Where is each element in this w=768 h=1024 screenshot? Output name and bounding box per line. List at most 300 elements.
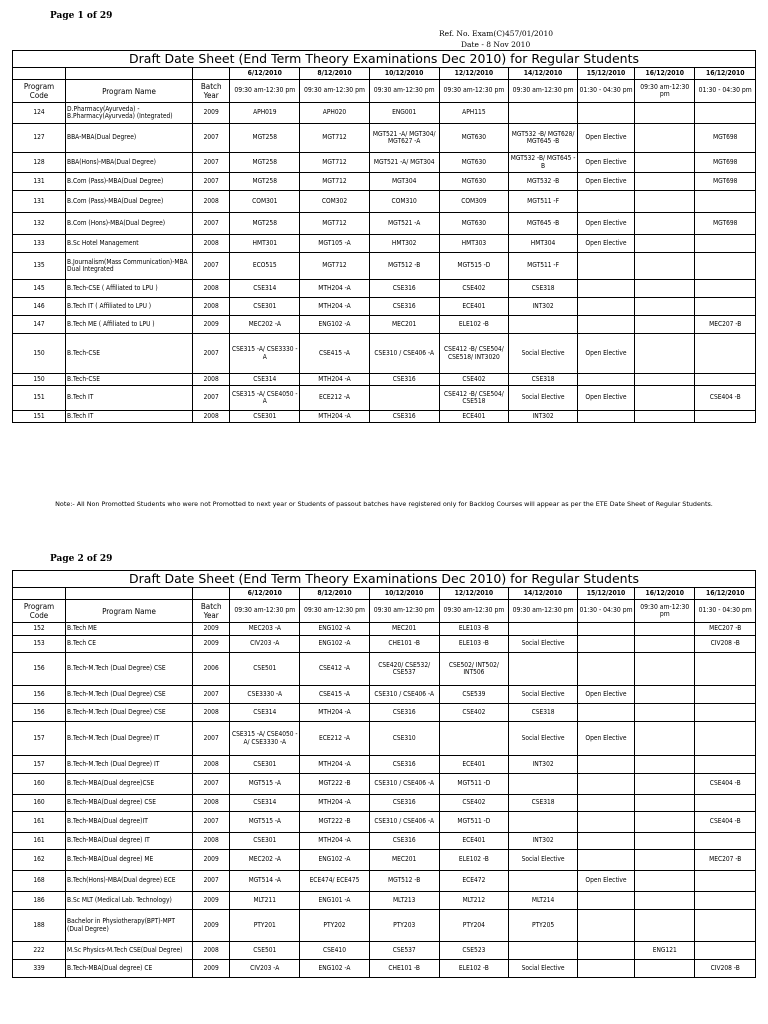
batch-year-cell: 2007 [192, 774, 229, 795]
program-name-cell: D.Pharmacy(Ayurveda) -B.Pharmacy(Ayurveda) (Integrated) [66, 103, 193, 124]
course-code-cell: CSE3330 -A [230, 686, 300, 704]
course-code-cell: ELE102 -B [439, 850, 509, 871]
course-code-cell: MEC202 -A [230, 316, 300, 334]
batch-year-cell: 2007 [192, 253, 229, 280]
course-code-cell [695, 191, 756, 213]
course-code-cell: ECE401 [439, 833, 509, 850]
program-name-cell: B.Tech-MBA(Dual degree) CE [66, 960, 193, 978]
time-slot: 09:30 am-12:30 pm [230, 80, 300, 103]
course-code-cell [577, 795, 634, 812]
program-code-cell: 339 [13, 960, 66, 978]
course-code-cell: ENG102 -A [300, 636, 370, 653]
program-code-cell: 150 [13, 374, 66, 386]
program-code-cell: 150 [13, 334, 66, 374]
course-code-cell: CSE314 [230, 795, 300, 812]
program-code-cell: 131 [13, 173, 66, 191]
course-code-cell [577, 960, 634, 978]
program-name-cell: B.Tech(Hons)-MBA(Dual degree) ECE [66, 871, 193, 892]
course-code-cell: PTY204 [439, 910, 509, 942]
course-code-cell: HMT303 [439, 235, 509, 253]
program-code-cell: 145 [13, 280, 66, 298]
course-code-cell: ECE212 -A [300, 722, 370, 756]
time-slot: 09:30 am-12:30 pm [509, 600, 578, 623]
exam-date: 8/12/2010 [300, 588, 370, 600]
program-name-cell: B.Com (Hons)-MBA(Dual Degree) [66, 213, 193, 235]
exam-date: 10/12/2010 [369, 68, 439, 80]
table-row [13, 756, 756, 774]
course-code-cell: CSE415 -A [300, 334, 370, 374]
course-code-cell [635, 411, 695, 423]
course-code-cell [509, 871, 578, 892]
sheet-title: Draft Date Sheet (End Term Theory Examinations Dec 2010) for Regular Students [13, 571, 756, 588]
course-code-cell [695, 910, 756, 942]
course-code-cell [695, 298, 756, 316]
course-code-cell: MGT515 -A [230, 812, 300, 833]
course-code-cell: CSE314 [230, 280, 300, 298]
course-code-cell [635, 756, 695, 774]
course-code-cell: MGT105 -A [300, 235, 370, 253]
page-number: Page 2 of 29 [50, 554, 113, 564]
program-code-cell: 161 [13, 833, 66, 850]
course-code-cell: ENG102 -A [300, 960, 370, 978]
course-code-cell: CSE316 [369, 298, 439, 316]
course-code-cell: MGT712 [300, 124, 370, 153]
program-name-cell: B.Tech-M.Tech (Dual Degree) CSE [66, 653, 193, 686]
course-code-cell: MGT630 [439, 124, 509, 153]
course-code-cell [635, 722, 695, 756]
course-code-cell [635, 213, 695, 235]
course-code-cell [577, 812, 634, 833]
course-code-cell: MEC201 [369, 316, 439, 334]
batch-year-cell: 2007 [192, 686, 229, 704]
course-code-cell: MTH204 -A [300, 795, 370, 812]
course-code-cell: CSE501 [230, 653, 300, 686]
course-code-cell: MGT512 -B [369, 871, 439, 892]
course-code-cell: CSE315 -A/ CSE4050 -A/ CSE3330 -A [230, 722, 300, 756]
course-code-cell: ELE102 -B [439, 960, 509, 978]
course-code-cell: Open Elective [577, 686, 634, 704]
header-row [13, 600, 756, 623]
course-code-cell: CSE301 [230, 411, 300, 423]
course-code-cell: MEC201 [369, 850, 439, 871]
course-code-cell: CSE318 [509, 374, 578, 386]
program-code-cell: 135 [13, 253, 66, 280]
course-code-cell: CSE539 [439, 686, 509, 704]
page-number: Page 1 of 29 [50, 11, 113, 21]
program-name-cell: B.Com (Pass)-MBA(Dual Degree) [66, 191, 193, 213]
course-code-cell: COM310 [369, 191, 439, 213]
course-code-cell [509, 103, 578, 124]
batch-year-cell: 2008 [192, 374, 229, 386]
course-code-cell: MGT258 [230, 153, 300, 173]
batch-year-cell: 2007 [192, 124, 229, 153]
table-row [13, 386, 756, 411]
course-code-cell: CSE314 [230, 704, 300, 722]
course-code-cell: Open Elective [577, 871, 634, 892]
program-code-cell: 131 [13, 191, 66, 213]
course-code-cell: MGT511 -F [509, 191, 578, 213]
course-code-cell: MLT213 [369, 892, 439, 910]
batch-year-cell: 2008 [192, 280, 229, 298]
table-row [13, 892, 756, 910]
exam-date: 16/12/2010 [635, 68, 695, 80]
course-code-cell: ELE102 -B [439, 316, 509, 334]
batch-year-cell: 2006 [192, 653, 229, 686]
course-code-cell [509, 316, 578, 334]
program-name-cell: B.Tech CE [66, 636, 193, 653]
course-code-cell [509, 623, 578, 636]
course-code-cell: MGT521 -A [369, 213, 439, 235]
batch-year-cell: 2007 [192, 812, 229, 833]
program-name-cell: B.Tech ME [66, 623, 193, 636]
exam-date: 8/12/2010 [300, 68, 370, 80]
course-code-cell [635, 833, 695, 850]
course-code-cell [635, 280, 695, 298]
batch-year-cell: 2008 [192, 795, 229, 812]
course-code-cell: MGT515 -D [439, 253, 509, 280]
course-code-cell [695, 722, 756, 756]
table-row [13, 653, 756, 686]
batch-year-cell: 2007 [192, 213, 229, 235]
course-code-cell: ENG121 [635, 942, 695, 960]
course-code-cell: APH019 [230, 103, 300, 124]
course-code-cell [577, 942, 634, 960]
exam-date: 16/12/2010 [695, 68, 756, 80]
course-code-cell [635, 850, 695, 871]
course-code-cell: Social Elective [509, 722, 578, 756]
exam-date: 10/12/2010 [369, 588, 439, 600]
time-slot: 09:30 am-12:30 pm [300, 80, 370, 103]
course-code-cell [695, 871, 756, 892]
table-row [13, 235, 756, 253]
table-row [13, 636, 756, 653]
course-code-cell: ENG001 [369, 103, 439, 124]
course-code-cell: CSE310 / CSE406 -A [369, 774, 439, 795]
course-code-cell [577, 756, 634, 774]
program-code-cell: 153 [13, 636, 66, 653]
batch-year-cell: 2009 [192, 623, 229, 636]
course-code-cell [577, 191, 634, 213]
batch-year-cell: 2008 [192, 704, 229, 722]
course-code-cell [695, 892, 756, 910]
table-row [13, 173, 756, 191]
batch-year-cell: 2008 [192, 411, 229, 423]
course-code-cell: CSE310 / CSE406 -A [369, 334, 439, 374]
course-code-cell: CSE318 [509, 795, 578, 812]
course-code-cell: MLT211 [230, 892, 300, 910]
sheet-title: Draft Date Sheet (End Term Theory Examinations Dec 2010) for Regular Students [13, 51, 756, 68]
course-code-cell: CHE101 -B [369, 636, 439, 653]
course-code-cell [635, 636, 695, 653]
course-code-cell: CSE316 [369, 795, 439, 812]
course-code-cell: CSE502/ INT502/ INT506 [439, 653, 509, 686]
program-code-cell: 127 [13, 124, 66, 153]
course-code-cell [577, 850, 634, 871]
time-slot: 09:30 am-12:30 pm [635, 80, 695, 103]
course-code-cell: CSE402 [439, 374, 509, 386]
program-name-cell: B.Tech-CSE [66, 334, 193, 374]
course-code-cell: CSE310 / CSE406 -A [369, 686, 439, 704]
exam-date: 16/12/2010 [635, 588, 695, 600]
course-code-cell: CSE318 [509, 704, 578, 722]
course-code-cell [509, 653, 578, 686]
program-code-cell: 157 [13, 756, 66, 774]
program-code-cell: 124 [13, 103, 66, 124]
course-code-cell [635, 191, 695, 213]
course-code-cell [635, 774, 695, 795]
course-code-cell: MGT521 -A/ MGT304 [369, 153, 439, 173]
table-body [13, 623, 756, 978]
course-code-cell: CSE315 -A/ CSE3330 -A [230, 334, 300, 374]
program-name-cell: BBA(Hons)-MBA(Dual Degree) [66, 153, 193, 173]
course-code-cell: ECE212 -A [300, 386, 370, 411]
course-code-cell: HMT304 [509, 235, 578, 253]
course-code-cell: CSE501 [230, 942, 300, 960]
course-code-cell: CSE523 [439, 942, 509, 960]
course-code-cell: MGT304 [369, 173, 439, 191]
exam-date: 12/12/2010 [439, 68, 509, 80]
course-code-cell: INT302 [509, 756, 578, 774]
table-row [13, 812, 756, 833]
course-code-cell: CSE404 -B [695, 386, 756, 411]
course-code-cell: CSE310 [369, 722, 439, 756]
course-code-cell: MGT515 -A [230, 774, 300, 795]
course-code-cell: MGT511 -D [439, 812, 509, 833]
course-code-cell: MGT630 [439, 213, 509, 235]
course-code-cell: ECE401 [439, 411, 509, 423]
course-code-cell [577, 411, 634, 423]
course-code-cell: CIV208 -B [695, 636, 756, 653]
course-code-cell [635, 686, 695, 704]
course-code-cell: MGT514 -A [230, 871, 300, 892]
course-code-cell [577, 298, 634, 316]
course-code-cell: ENG102 -A [300, 850, 370, 871]
course-code-cell: MTH204 -A [300, 374, 370, 386]
table-row [13, 795, 756, 812]
reference-block [439, 28, 553, 50]
batch-year-cell: 2007 [192, 871, 229, 892]
table-row [13, 910, 756, 942]
program-name-cell: BBA-MBA(Dual Degree) [66, 124, 193, 153]
program-code-cell: 156 [13, 686, 66, 704]
course-code-cell [695, 653, 756, 686]
table-row [13, 280, 756, 298]
course-code-cell [695, 756, 756, 774]
course-code-cell [635, 153, 695, 173]
course-code-cell: CSE410 [300, 942, 370, 960]
course-code-cell [577, 653, 634, 686]
reference-number: Ref. No. Exam(C)457/01/2010 [439, 29, 553, 38]
course-code-cell [695, 411, 756, 423]
program-code-cell: 133 [13, 235, 66, 253]
course-code-cell [635, 334, 695, 374]
program-code-cell: 160 [13, 795, 66, 812]
course-code-cell [635, 253, 695, 280]
batch-year-cell: 2009 [192, 636, 229, 653]
time-slot: 09:30 am-12:30 pm [230, 600, 300, 623]
program-name-cell: B.Tech-M.Tech (Dual Degree) CSE [66, 704, 193, 722]
table-row [13, 722, 756, 756]
course-code-cell: MGT630 [439, 153, 509, 173]
course-code-cell: ELE103 -B [439, 623, 509, 636]
table-row [13, 334, 756, 374]
course-code-cell: MGT698 [695, 153, 756, 173]
course-code-cell [369, 386, 439, 411]
table-row [13, 411, 756, 423]
course-code-cell: Social Elective [509, 686, 578, 704]
course-code-cell: CSE316 [369, 280, 439, 298]
course-code-cell: MGT712 [300, 213, 370, 235]
program-name-cell: B.Tech-CSE [66, 374, 193, 386]
program-name-cell: M.Sc Physics-M.Tech CSE(Dual Degree) [66, 942, 193, 960]
course-code-cell: Open Elective [577, 124, 634, 153]
course-code-cell: ECE401 [439, 756, 509, 774]
batch-year-cell: 2009 [192, 892, 229, 910]
course-code-cell [695, 942, 756, 960]
course-code-cell: MGT258 [230, 124, 300, 153]
program-name-cell: B.Tech IT [66, 411, 193, 423]
course-code-cell [695, 374, 756, 386]
date-sheet-table [12, 570, 756, 978]
course-code-cell: MTH204 -A [300, 833, 370, 850]
time-slot: 09:30 am-12:30 pm [369, 80, 439, 103]
course-code-cell: MGT511 -D [439, 774, 509, 795]
course-code-cell [439, 722, 509, 756]
course-code-cell: MGT698 [695, 173, 756, 191]
course-code-cell: Open Elective [577, 334, 634, 374]
course-code-cell: MTH204 -A [300, 756, 370, 774]
course-code-cell: CSE301 [230, 298, 300, 316]
course-code-cell [695, 103, 756, 124]
batch-year-cell: 2009 [192, 850, 229, 871]
course-code-cell [577, 636, 634, 653]
course-code-cell: CSE404 -B [695, 812, 756, 833]
batch-year-cell: 2007 [192, 386, 229, 411]
course-code-cell [509, 942, 578, 960]
course-code-cell: Social Elective [509, 386, 578, 411]
course-code-cell: ECE401 [439, 298, 509, 316]
batch-year-cell: 2009 [192, 103, 229, 124]
table-row [13, 774, 756, 795]
exam-date: 15/12/2010 [577, 588, 634, 600]
course-code-cell: CIV203 -A [230, 960, 300, 978]
course-code-cell: MTH204 -A [300, 298, 370, 316]
course-code-cell [635, 812, 695, 833]
course-code-cell: MEC203 -A [230, 623, 300, 636]
time-slot: 09:30 am-12:30 pm [439, 600, 509, 623]
table-row [13, 960, 756, 978]
batch-year-cell: 2009 [192, 910, 229, 942]
time-slot: 09:30 am-12:30 pm [300, 600, 370, 623]
program-code-cell: 156 [13, 653, 66, 686]
course-code-cell: CSE316 [369, 411, 439, 423]
course-code-cell: CIV203 -A [230, 636, 300, 653]
course-code-cell: CSE412 -B/ CSE504/ CSE518/ INT3020 [439, 334, 509, 374]
course-code-cell [695, 833, 756, 850]
course-code-cell [635, 173, 695, 191]
program-name-cell: B.Tech-M.Tech (Dual Degree) CSE [66, 686, 193, 704]
program-code-cell: 156 [13, 704, 66, 722]
program-code-cell: 161 [13, 812, 66, 833]
course-code-cell: ENG102 -A [300, 316, 370, 334]
program-code-header: Program Code [13, 600, 66, 623]
course-code-cell: APH020 [300, 103, 370, 124]
program-code-cell: 162 [13, 850, 66, 871]
course-code-cell: INT302 [509, 833, 578, 850]
course-code-cell: MLT212 [439, 892, 509, 910]
course-code-cell: Open Elective [577, 173, 634, 191]
course-code-cell [577, 774, 634, 795]
table-row [13, 623, 756, 636]
exam-date: 15/12/2010 [577, 68, 634, 80]
course-code-cell: Open Elective [577, 153, 634, 173]
course-code-cell [635, 653, 695, 686]
course-code-cell [577, 892, 634, 910]
table-row [13, 374, 756, 386]
batch-year-cell: 2007 [192, 722, 229, 756]
course-code-cell [695, 253, 756, 280]
batch-year-cell: 2009 [192, 316, 229, 334]
table-row [13, 871, 756, 892]
course-code-cell [635, 960, 695, 978]
course-code-cell [635, 623, 695, 636]
time-slot: 01:30 - 04:30 pm [577, 80, 634, 103]
course-code-cell [635, 124, 695, 153]
time-slot: 09:30 am-12:30 pm [635, 600, 695, 623]
course-code-cell: Social Elective [509, 636, 578, 653]
table-row [13, 686, 756, 704]
course-code-cell: PTY205 [509, 910, 578, 942]
course-code-cell: ECE474/ ECE475 [300, 871, 370, 892]
table-row [13, 103, 756, 124]
header-row [13, 80, 756, 103]
program-name-cell: B.Tech-MBA(Dual degree) IT [66, 833, 193, 850]
table-row [13, 298, 756, 316]
course-code-cell: MGT532 -B/ MGT628/ MGT645 -B [509, 124, 578, 153]
course-code-cell: MTH204 -A [300, 704, 370, 722]
course-code-cell: Open Elective [577, 722, 634, 756]
course-code-cell [695, 795, 756, 812]
course-code-cell: MEC207 -B [695, 623, 756, 636]
course-code-cell: MGT511 -F [509, 253, 578, 280]
course-code-cell [635, 298, 695, 316]
program-code-cell: 222 [13, 942, 66, 960]
course-code-cell [635, 795, 695, 812]
batch-year-cell: 2008 [192, 191, 229, 213]
course-code-cell [577, 280, 634, 298]
course-code-cell [635, 235, 695, 253]
course-code-cell [635, 910, 695, 942]
table-row [13, 253, 756, 280]
program-code-cell: 146 [13, 298, 66, 316]
batch-year-cell: 2008 [192, 833, 229, 850]
course-code-cell [509, 812, 578, 833]
course-code-cell: INT302 [509, 298, 578, 316]
program-name-cell: B.Sc MLT (Medical Lab. Technology) [66, 892, 193, 910]
course-code-cell: ECO515 [230, 253, 300, 280]
course-code-cell: CSE316 [369, 756, 439, 774]
course-code-cell: MGT712 [300, 153, 370, 173]
program-name-cell: B.Tech-MBA(Dual degree) ME [66, 850, 193, 871]
batch-year-cell: 2009 [192, 960, 229, 978]
course-code-cell: MGT258 [230, 173, 300, 191]
course-code-cell: CSE316 [369, 704, 439, 722]
course-code-cell: MGT698 [695, 213, 756, 235]
course-code-cell: MTH204 -A [300, 411, 370, 423]
course-code-cell: MEC207 -B [695, 850, 756, 871]
course-code-cell [577, 623, 634, 636]
program-name-cell: B.Tech-M.Tech (Dual Degree) IT [66, 722, 193, 756]
